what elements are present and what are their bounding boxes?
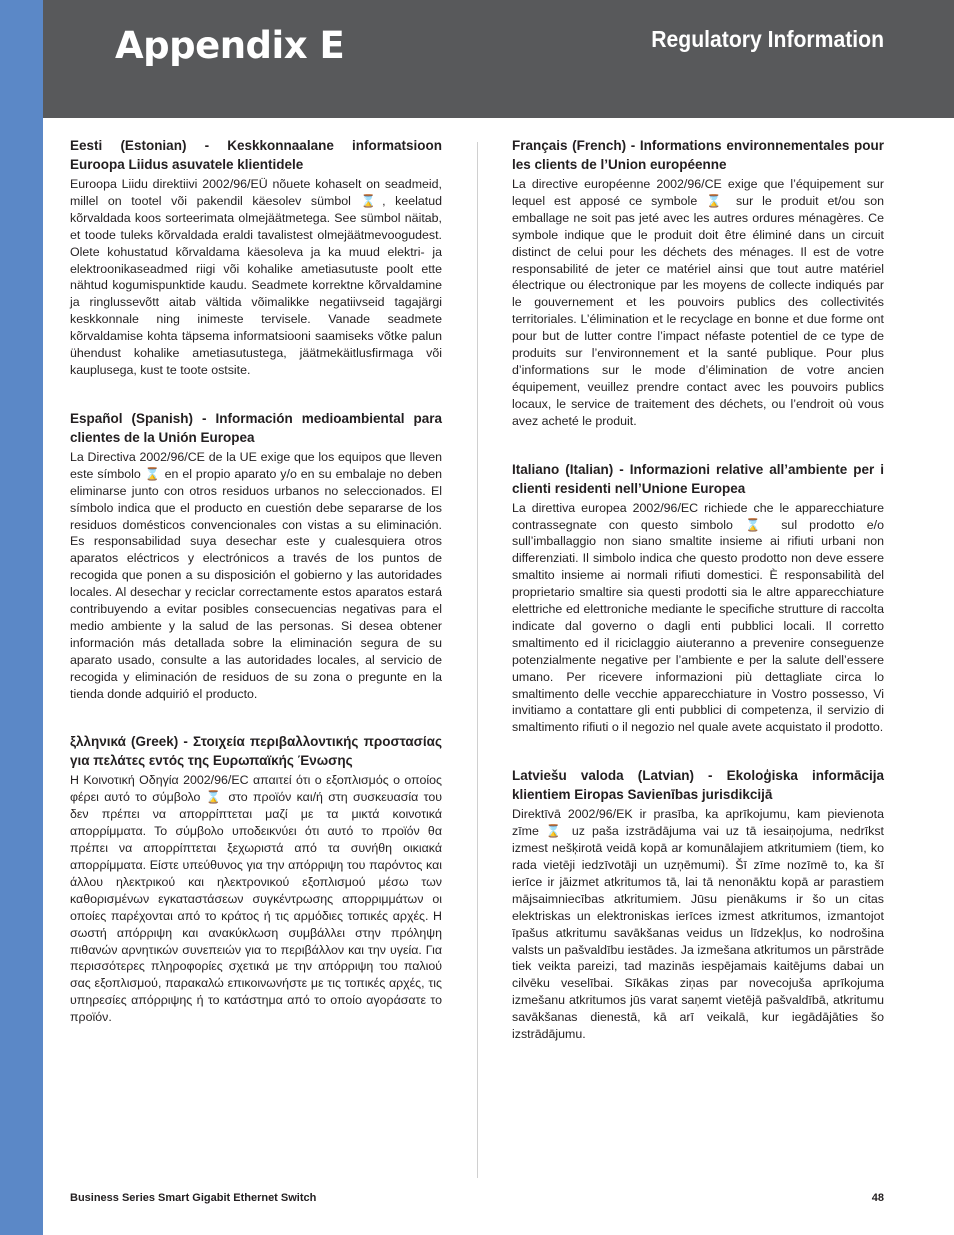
section-latvian [512,766,884,1043]
column-divider [477,142,478,1178]
section-french [512,136,884,430]
section-body: La Directiva 2002/96/CE de la UE exige que los equipos que lleven este símbolo ⌛ en el propio aparato y/o en su embalaje no deben eliminarse junto con otros residuos urbanos no seleccionados. El símbolo indica que el producto en cuestión debe separarse de los residuos domésticos convencionales con vistas a su eliminación. Es responsabilidad suya desechar este y cualesquiera otros aparatos eléctricos y electrónicos a través de los puntos de recogida que ponen a su disposición el gobierno y las autoridades locales. Al desechar y reciclar correctamente estos aparatos estará contribuyendo a evitar posibles consecuencias negativas para el medio ambiente y la salud de las personas. Si desea obtener información más detallada sobre la eliminación segura de su aparato usado, consulte a las autoridades locales, al servicio de recogida y eliminación de residuos de su zona o pregunte en la tienda donde adquirió el producto. [70,449,442,701]
section-body: La direttiva europea 2002/96/EC richiede che le apparecchiature contrassegnate con questo simbolo ⌛ sul prodotto e/o sull’imballaggio non siano smaltite insieme ai rifiuti urbani non differenziati. Il simbolo indica che questo prodotto non deve essere smaltito insieme ai normali rifiuti domestici. È responsabilità del proprietario smaltire sia questi prodotti sia le altre apparecchiature elettriche ed elettroniche mediante le specifiche strutture di raccolta indicate dal governo o dagli enti pubblici locali. Il corretto smaltimento ed il riciclaggio aiuteranno a prevenire conseguenze potenzialmente negative per l’ambiente e per la salute dell’essere umano. Per ricevere informazioni più dettagliate circa lo smaltimento delle vecchie apparecchiature in Vostro possesso, Vi invitiamo a contattare gli enti pubblici di competenza, il servizio di smaltimento rifiuti o il negozio nel quale avete acquistato il prodotto. [512,500,884,735]
section-heading: Eesti (Estonian) - Keskkonnaalane informatsioon Euroopa Liidus asuvatele klientidele [70,138,442,172]
sidebar-bar [0,0,43,1235]
section-heading: Español (Spanish) - Información medioambiental para clientes de la Unión Europea [70,410,442,445]
section-estonian [70,136,442,379]
section-body: Euroopa Liidu direktiivi 2002/96/EÜ nõuete kohaselt on seadmeid, millel on tootel või pakendil käesolev sümbol ⌛, keelatud kõrvaldada koos sorteerimata olmejäätmetega. See sümbol näitab, et toode tuleks kõrvaldada eraldi tavalistest olmejäätmevoogudest. Olete kohustatud kõrvaldama käesoleva ja ka muud elektri- ja elektroonikaseadmed riigi või kohalike ametiasutuste poolt ette nähtud kogumispunktide kaudu. Seadmete korrektne kõrvaldamine ja ringlussevõtt aitab vältida võimalikke negatiivseid tagajärgi keskkonnale ning inimeste tervisele. Vanade seadmete kõrvaldamise kohta täpsema informatsiooni saamiseks võtke palun ühendust kohalike ametiasutustega, jäätmekäitlusfirmaga või kauplusega, kust te toote ostsite. [70,177,442,377]
appendix-title: Appendix E [115,24,345,67]
section-heading: Français (French) - Informations environnementales pour les clients de l’Union européenne [512,138,884,172]
section-greek [70,732,442,1026]
section-body: Direktīvā 2002/96/EK ir prasība, ka aprīkojumu, kam pievienota zīme ⌛ uz paša izstrādājuma vai uz tā iesaiņojuma, nedrīkst izmest nešķirotā veidā kopā ar komunālajiem atkritumiem (tiem, ko rada vietēji iedzīvotāji un uzņēmumi). Šī zīme nozīmē to, ka šī ierīce ir jāizmet atkritumos tā, lai tā nenonāktu kopā ar parastiem mājsaimniecības atkritumiem. Jūsu pienākums ir šo un citas elektriskas un elektroniskas ierīces izmest atkritumos, izmantojot īpašus atkritumu savākšanas veidus un līdzekļus, ko nodrošina valsts un pašvaldību iestādes. Ja izmešana atkritumos un pārstrāde tiek veikta pareizi, tad mazinās iespējamais kaitējums dabai un cilvēku veselībai. Sīkākas ziņas par novecojuša aprīkojuma izmešanu atkritumos jūs varat saņemt vietējā pašvaldībā, atkritumu savākšanas dienestā, kā arī veikalā, kur iegādājāties šo izstrādājumu. [512,807,884,1042]
page-header [43,0,954,118]
footer-product-name: Business Series Smart Gigabit Ethernet Switch [70,1192,317,1204]
section-body: Η Κοινοτική Οδηγία 2002/96/EC απαιτεί ότι ο εξοπλισμός ο οποίος φέρει αυτό το σύμβολο ⌛ στο προϊόν και/ή στη συσκευασία του δεν πρέπει να απορρίπτεται μαζί με τα μικτά κοινοτικά απορρίμματα. Το σύμβολο υποδεικνύει ότι αυτό το προϊόν θα πρέπει να απορρίπτεται ξεχωριστά από τα συνήθη οικιακά απορρίμματα. Είστε υπεύθυνος για την απόρριψη του παρόντος και άλλου ηλεκτρικού και ηλεκτρονικού εξοπλισμού μέσω των καθορισμένων εγκαταστάσεων συγκέντρωσης απορριμμάτων οι οποίες παρέχονται από το κράτος ή τις αρμόδιες τοπικές αρχές. Η σωστή απόρριψη και ανακύκλωση συμβάλλει στην πρόληψη πιθανών αρνητικών συνεπειών για το περιβάλλον και την υγεία. Για περισσότερες πληροφορίες σχετικά με την απόρριψη του παλιού σας εξοπλισμού, παρακαλώ επικοινωνήστε με τις τοπικές αρχές, τις υπηρεσίες απόρριψης ή το κατάστημα από το οποίο αγοράσατε το προϊόν. [70,773,442,1025]
left-column [70,136,442,1056]
footer-page-number: 48 [871,1192,884,1204]
section-title: Regulatory Information [651,26,884,52]
section-spanish [70,409,442,703]
section-heading: Latviešu valoda (Latvian) - Ekoloģiska informācija klientiem Eiropas Savienības jurisdikcijā [512,768,884,803]
section-heading: Italiano (Italian) - Informazioni relative all’ambiente per i clienti residenti nell’Unione Europea [512,461,884,496]
section-body: La directive européenne 2002/96/CE exige que l’équipement sur lequel est apposé ce symbole ⌛ sur le produit et/ou son emballage ne soit pas jeté avec les autres ordures ménagères. Ce symbole indique que le produit doit être éliminé dans un circuit distinct de celui pour les déchets des ménages. Il est de votre responsabilité de jeter ce matériel ainsi que tout autre matériel électrique ou électronique par les moyens de collecte indiqués par le gouvernement et les pouvoirs publics des collectivités territoriales. L’élimination et le recyclage en bonne et due forme ont pour but de lutter contre l’impact néfaste potentiel de ce type de produits sur l’environnement et la santé publique. Pour plus d’informations sur le mode d’élimination de votre ancien équipement, veuillez prendre contact avec les pouvoirs publics locaux, le service de traitement des déchets, ou l’endroit où vous avez acheté le produit. [512,177,884,428]
section-heading: ξλληνικά (Greek) - Στοιχεία περιβαλλοντικής προστασίας για πελάτες εντός της Ευρωπαϊκής Ένωσης [70,734,442,769]
right-column [512,136,884,1073]
section-italian [512,460,884,737]
